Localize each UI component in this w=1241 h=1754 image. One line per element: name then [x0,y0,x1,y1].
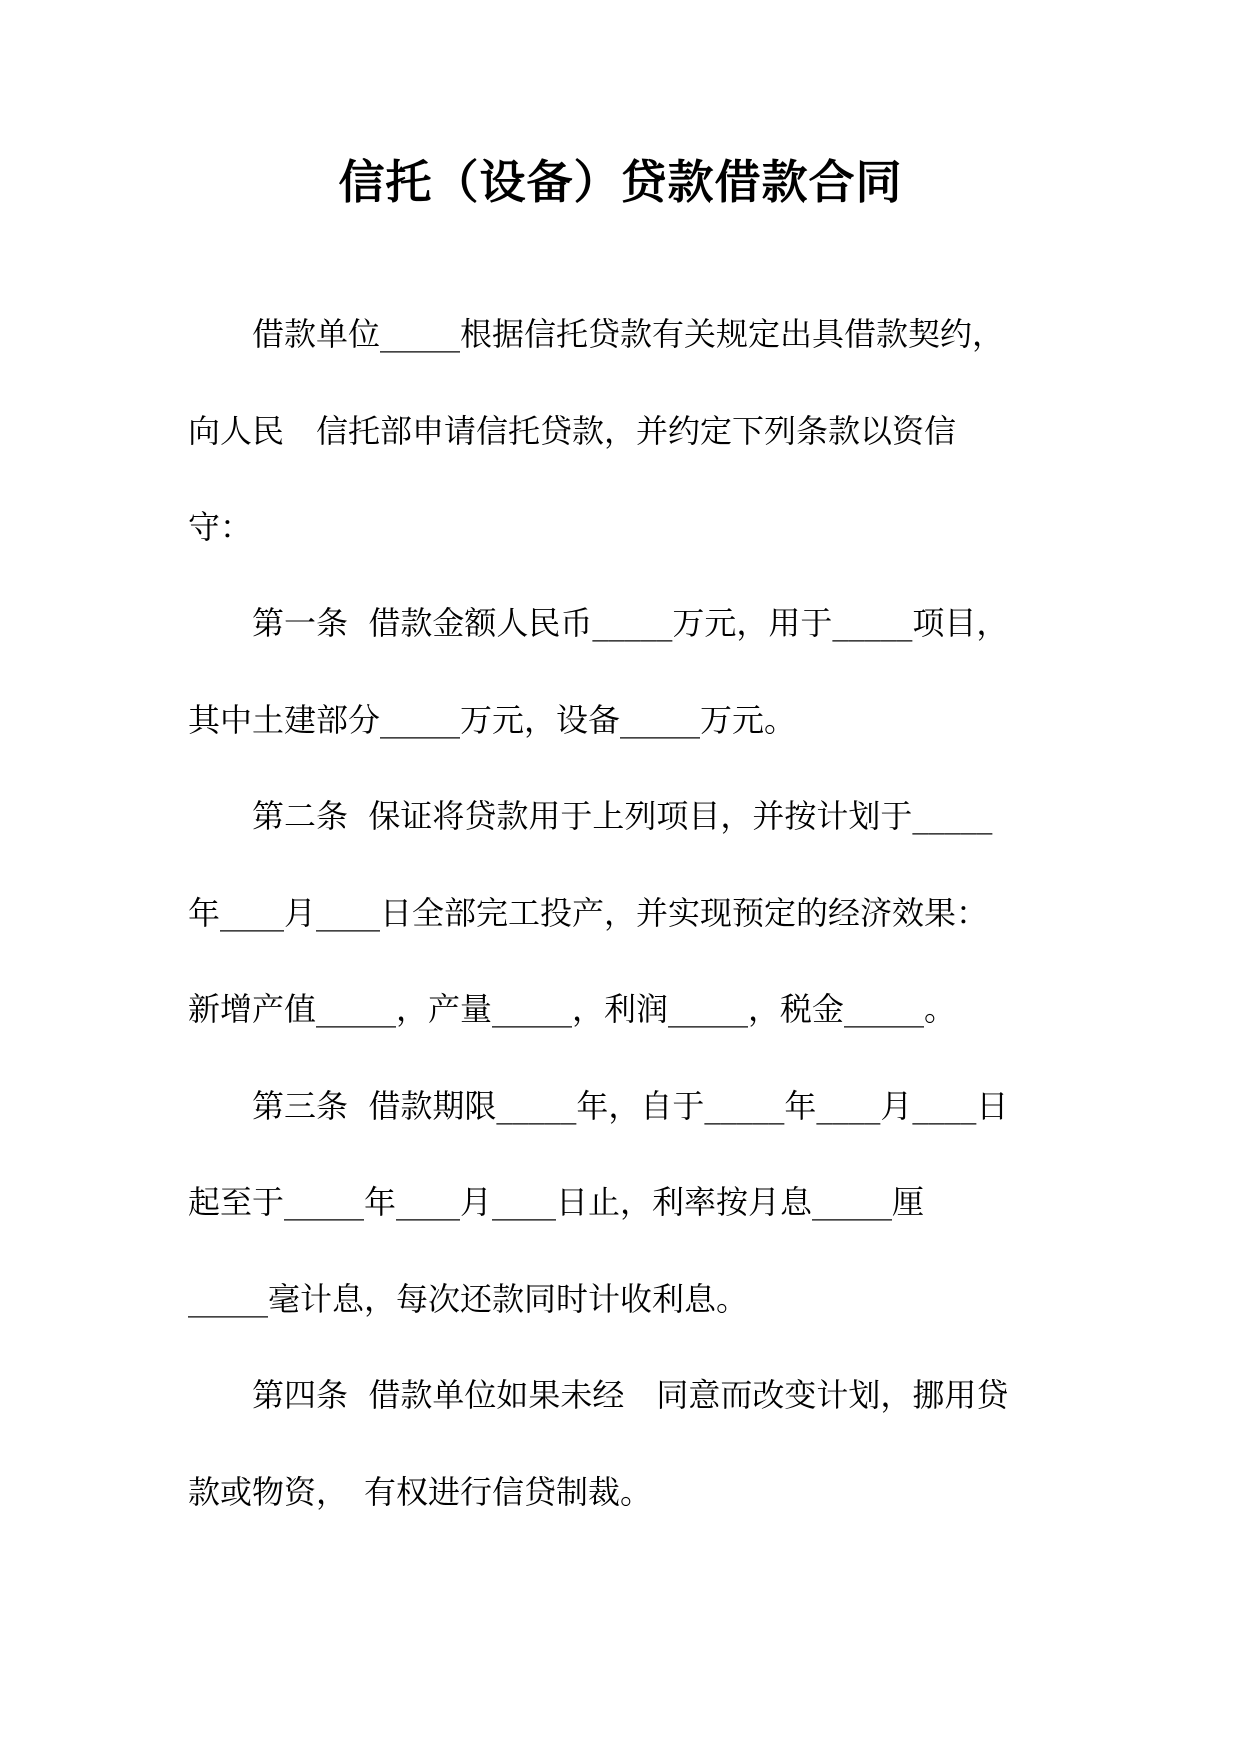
body-line-13: 款或物资， 有权进行信贷制裁。 [188,1473,653,1511]
body-line-7: 年____月____日全部完工投产，并实现预定的经济效果： [188,894,989,932]
body-line-12: 第四条 借款单位如果未经 同意而改变计划，挪用贷 [188,1376,1009,1414]
body-line-3: 守： [188,508,253,546]
document-title: 信托（设备）贷款借款合同 [338,155,903,209]
body-line-2: 向人民 信托部申请信托贷款，并约定下列条款以资信 [188,412,957,450]
body-line-5: 其中土建部分_____万元，设备_____万元。 [188,701,797,739]
body-line-10: 起至于_____年____月____日止，利率按月息_____厘 [188,1183,925,1221]
body-line-4: 第一条 借款金额人民币_____万元，用于_____项目， [188,604,1009,642]
body-line-11: _____毫计息，每次还款同时计收利息。 [188,1280,749,1318]
body-line-8: 新增产值_____，产量_____，利润_____，税金_____。 [188,990,957,1028]
body-line-6: 第二条 保证将贷款用于上列项目，并按计划于_____ [188,797,993,835]
body-line-1: 借款单位_____根据信托贷款有关规定出具借款契约， [188,315,1005,353]
body-line-9: 第三条 借款期限_____年，自于_____年____月____日 [188,1087,1009,1125]
